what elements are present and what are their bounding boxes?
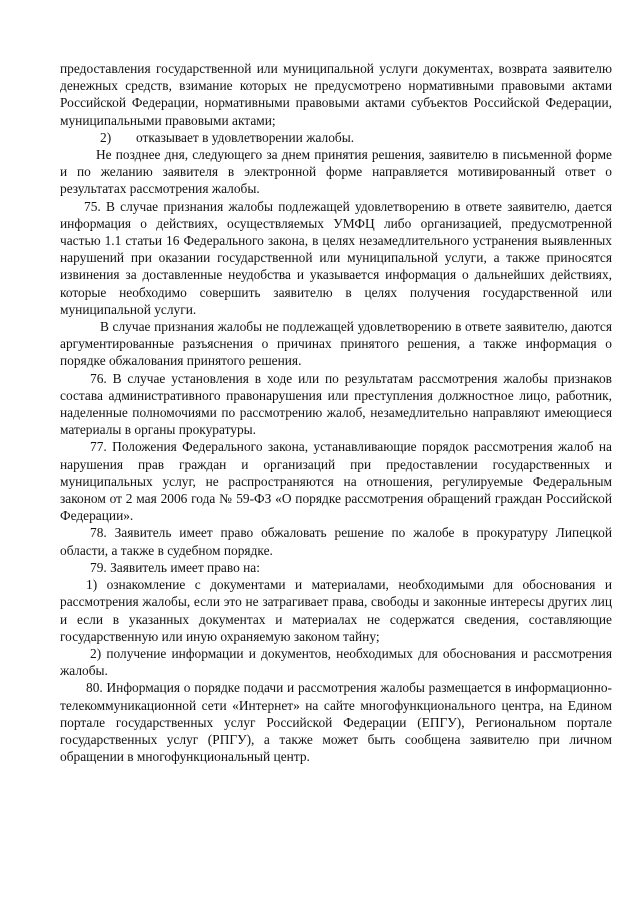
document-page — [60, 60, 612, 765]
paragraph-77: 77. Положения Федерального закона, устанавливающие порядок рассмотрения жалоб на нарушения прав граждан и организаций при предоставлении государственных и муниципальных услуг, не распространяются на отношения, регулируемые Федеральным законом от 2 мая 2006 года № 59-ФЗ «О порядке рассмотрения обращений граждан Российской Федерации». — [60, 439, 612, 524]
paragraph-response-deadline: Не позднее дня, следующего за днем принятия решения, заявителю в письменной форме и по желанию заявителя в электронной форме направляется мотивированный ответ о результатах рассмотрения жалобы. — [60, 147, 612, 197]
paragraph-79-item-2: 2) получение информации и документов, необходимых для обоснования и рассмотрения жалобы. — [60, 645, 612, 679]
list-item-number: 2) — [100, 129, 112, 145]
list-item-text: отказывает в удовлетворении жалобы. — [136, 129, 355, 145]
paragraph-78: 78. Заявитель имеет право обжаловать решение по жалобе в прокуратуру Липецкой области, а также в судебном порядке. — [60, 525, 612, 558]
paragraph-80: 80. Информация о порядке подачи и рассмотрения жалобы размещается в информационно-телекоммуникационной сети «Интернет» на сайте многофункционального центра, на Едином портале государственных услуг Российской Федерации (ЕПГУ), Региональном портале государственных услуг (РПГУ), а также может быть сообщена заявителю при личном обращении в многофункциональный центр. — [60, 680, 612, 765]
paragraph-79: 79. Заявитель имеет право на: — [90, 559, 260, 575]
list-item-2 — [60, 129, 612, 146]
paragraph-76: 76. В случае установления в ходе или по результатам рассмотрения жалобы признаков состава административного правонарушения или преступления должностное лицо, работник, наделенные полномочиями по рассмотрению жалоб, незамедлительно направляют имеющиеся материалы в органы прокуратуры. — [60, 370, 612, 438]
paragraph-75: 75. В случае признания жалобы подлежащей удовлетворению в ответе заявителю, дается информация о действиях, осуществляемых УМФЦ либо организацией, предусмотренной частью 1.1 статьи 16 Федерального закона, в целях незамедлительного устранения выявленных нарушений при оказании государственной или муниципальной услуги, а также приносятся извинения за доставленные неудобства и указывается информация о дальнейших действиях, которые необходимо совершить заявителю в целях получения государственной или муниципальной услуги. — [60, 198, 612, 317]
paragraph-continuation: предоставления государственной или муниципальной услуги документах, возврата заявителю денежных средств, взимание которых не предусмотрено нормативными правовыми актами Российской Федерации, нормативными правовыми актами субъектов Российской Федерации, муниципальными правовыми актами; — [60, 61, 612, 128]
paragraph-75-refusal: В случае признания жалобы не подлежащей удовлетворению в ответе заявителю, даются аргументированные разъяснения о причинах принятого решения, а также информация о порядке обжалования принятого решения. — [60, 319, 612, 369]
paragraph-79-item-1: 1) ознакомление с документами и материалами, необходимыми для обоснования и рассмотрения жалобы, если это не затрагивает права, свободы и законные интересы других лиц и если в указанных документах и материалах не содержатся сведения, составляющие государственную или иную охраняемую законом тайну; — [60, 577, 612, 644]
